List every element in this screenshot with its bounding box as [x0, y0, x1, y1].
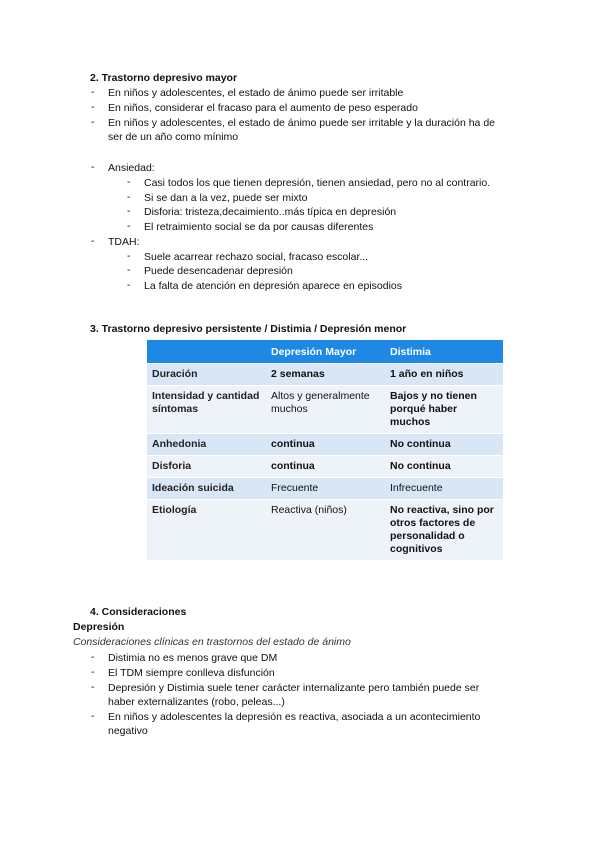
section-4-bullet-cont: negativo: [108, 725, 148, 737]
ansiedad-item: Casi todos los que tienen depresión, tienen ansiedad, pero no al contrario.: [144, 177, 491, 189]
table-cell: No continua: [385, 434, 503, 456]
table-header-cell: [147, 340, 266, 364]
bullet-dash: -: [91, 86, 95, 98]
sub-bullet-dash: -: [127, 250, 131, 262]
table-cell: Altos y generalmente muchos: [266, 386, 385, 434]
sub-bullet-dash: -: [127, 264, 131, 276]
section-3-title: 3. Trastorno depresivo persistente / Distimia / Depresión menor: [90, 323, 407, 335]
table-row: [147, 500, 503, 561]
section-4-bullet-cont: haber externalizantes (robo, peleas...): [108, 696, 285, 708]
table-cell: Bajos y no tienen porqué haber muchos: [385, 386, 503, 434]
ansiedad-item: Disforia: tristeza,decaimiento..más típica en depresión: [144, 206, 397, 218]
table-row-label: Etiología: [147, 500, 266, 561]
section-4-bullet: Depresión y Distimia suele tener carácter internalizante pero también puede ser: [108, 682, 480, 694]
bullet-dash: -: [91, 681, 95, 693]
bullet-dash: -: [91, 666, 95, 678]
bullet-dash: -: [91, 710, 95, 722]
table-row: [147, 434, 503, 456]
section-4-subtitle: Depresión: [73, 621, 125, 633]
section-4-bullet: Distimia no es menos grave que DM: [108, 652, 278, 664]
tdah-item: La falta de atención en depresión aparece en episodios: [144, 280, 403, 292]
table-cell: continua: [266, 434, 385, 456]
section-4-bullet: El TDM siempre conlleva disfunción: [108, 667, 275, 679]
section-4-bullet: En niños y adolescentes la depresión es reactiva, asociada a un acontecimiento: [108, 711, 481, 723]
section-2-bullet: En niños y adolescentes, el estado de ánimo puede ser irritable y la duración ha de: [108, 117, 495, 129]
table-cell: No continua: [385, 456, 503, 478]
ansiedad-item: El retraimiento social se da por causas diferentes: [144, 221, 374, 233]
table-cell: No reactiva, sino por otros factores de personalidad o cognitivos: [385, 500, 503, 561]
table-row: [147, 386, 503, 434]
table-cell: continua: [266, 456, 385, 478]
ansiedad-item: Si se dan a la vez, puede ser mixto: [144, 192, 308, 204]
table-row-label: Duración: [147, 364, 266, 386]
sub-bullet-dash: -: [127, 220, 131, 232]
bullet-dash: -: [91, 101, 95, 113]
section-2-title: 2. Trastorno depresivo mayor: [90, 72, 238, 84]
table-row-label: Disforia: [147, 456, 266, 478]
table-row: [147, 478, 503, 500]
table-header-row: [147, 340, 503, 364]
table-cell: Frecuente: [266, 478, 385, 500]
tdah-label: TDAH:: [108, 236, 140, 248]
table-cell: Infrecuente: [385, 478, 503, 500]
sub-bullet-dash: -: [127, 205, 131, 217]
tdah-item: Suele acarrear rechazo social, fracaso escolar...: [144, 251, 369, 263]
table-cell: 2 semanas: [266, 364, 385, 386]
sub-bullet-dash: -: [127, 279, 131, 291]
section-2-bullet: En niños y adolescentes, el estado de ánimo puede ser irritable: [108, 87, 404, 99]
bullet-dash: -: [91, 235, 95, 247]
section-2-bullet-cont: ser de un año como mínimo: [108, 131, 239, 143]
ansiedad-label: Ansiedad:: [108, 162, 155, 174]
table-row-label: Intensidad y cantidad síntomas: [147, 386, 266, 434]
table-row-label: Ideación suicida: [147, 478, 266, 500]
sub-bullet-dash: -: [127, 176, 131, 188]
section-2-bullet: En niños, considerar el fracaso para el aumento de peso esperado: [108, 102, 418, 114]
bullet-dash: -: [91, 116, 95, 128]
comparison-table: [147, 340, 503, 560]
table-row: [147, 364, 503, 386]
tdah-item: Puede desencadenar depresión: [144, 265, 293, 277]
table-cell: Reactiva (niños): [266, 500, 385, 561]
sub-bullet-dash: -: [127, 191, 131, 203]
bullet-dash: -: [91, 651, 95, 663]
table-header-cell: Distimia: [385, 340, 503, 364]
table-header-cell: Depresión Mayor: [266, 340, 385, 364]
section-4-title: 4. Consideraciones: [90, 606, 187, 618]
table-row-label: Anhedonia: [147, 434, 266, 456]
table-cell: 1 año en niños: [385, 364, 503, 386]
table-row: [147, 456, 503, 478]
bullet-dash: -: [91, 161, 95, 173]
section-4-italic-note: Consideraciones clínicas en trastornos del estado de ánimo: [73, 636, 351, 648]
